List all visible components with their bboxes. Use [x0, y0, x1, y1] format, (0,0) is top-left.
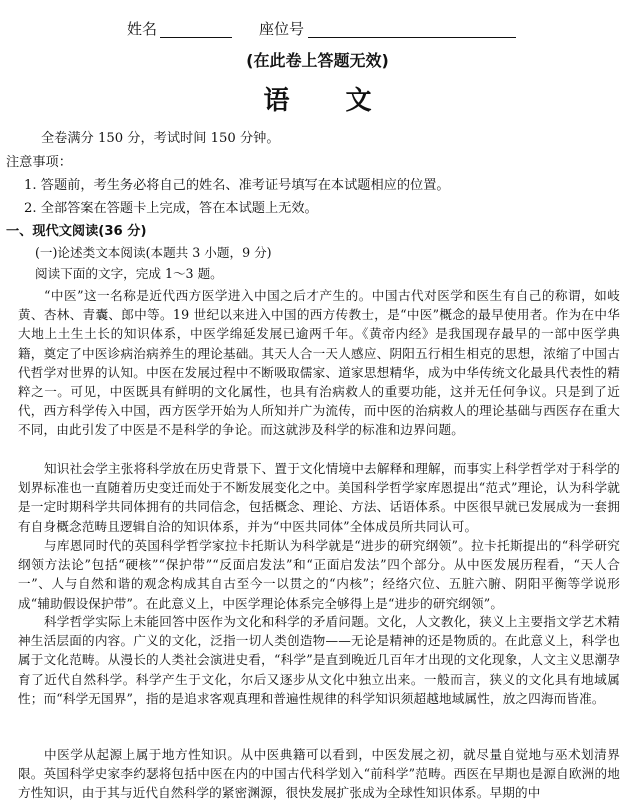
seat-label: 座位号 — [259, 20, 305, 38]
passage-paragraph-2: 知识社会学主张将科学放在历史背景下、置于文化情境中去解释和理解，而事实上科学哲学对于科学的划界标准也一直随着历史变迁而处于不断发展变化之中。美国科学哲学家库恩提出“范式”理论，认为科学就是一定时期科学共同体拥有的共同信念，包括概念、理论、方法、话语体系。中医很早就已发展成为一套拥有自身概念范畴且逻辑自洽的知识体系，并为“中医共同体”全体成员所共同认可。 — [18, 461, 620, 534]
notes-heading: 注意事项： — [6, 155, 72, 170]
note-item-2: 2. 全部答案在答题卡上完成，答在本试题上无效。 — [24, 201, 318, 216]
note-item-1: 1. 答题前，考生务必将自己的姓名、准考证号填写在本试题相应的位置。 — [24, 178, 450, 193]
passage-paragraph-5: 中医学从起源上属于地方性知识。从中医典籍可以看到，中医发展之初，就尽量自觉地与巫术划清界限。英国科学史家李约瑟将包括中医在内的中国古代科学划入“前科学”范畴。西医在早期也是源自欧洲的地方性知识，由于其与近代自然科学的紧密渊源，很快发展扩张成为全球性知识体系。早期的中 — [18, 747, 620, 801]
name-label: 姓名 — [127, 20, 158, 38]
reading-instruction: 阅读下面的文字，完成 1～3 题。 — [35, 266, 223, 281]
passage-paragraph-3: 与库恩同时代的英国科学哲学家拉卡托斯认为科学就是“进步的研究纲领”。拉卡托斯提出的“科学研究纲领方法论”包括“硬核”“保护带”“反面启发法”和“正面启发法”四个部分。从中医发展历程看，“天人合一”、人与自然和谐的观念构成其自古至今一以贯之的“内核”；经络穴位、五脏六腑、阴阳平衡等学说形成“辅助假设保护带”。在此意义上，中医学理论体系完全够得上是“进步的研究纲领”。 — [18, 538, 620, 611]
passage-paragraph-4: 科学哲学实际上未能回答中医作为文化和科学的矛盾问题。文化，人文教化，狭义上主要指文学艺术精神生活层面的内容。广义的文化，泛指一切人类创造物——无论是精神的还是物质的。在此意义上，科学也属于文化范畴。从漫长的人类社会演进史看，“科学”是直到晚近几百年才出现的文化现象，人文主义思潮孕育了近代自然科学。科学产生于文化，尔后又逐步从文化中独立出来。一般而言，狭义的文化具有地域属性；而“科学无国界”，指的是追求客观真理和普遍性规律的科学知识须超越地域属性，放之四海而皆准。 — [18, 614, 620, 706]
no-answer-notice: (在此卷上答题无效) — [246, 51, 389, 70]
section-heading: 一、现代文阅读(36 分) — [6, 224, 147, 239]
page-title: 语文 — [263, 86, 428, 116]
exam-intro: 全卷满分 150 分，考试时间 150 分钟。 — [41, 131, 280, 146]
passage-paragraph-1: “中医”这一名称是近代西方医学进入中国之后才产生的。中国古代对医学和医生有自己的称谓，如岐黄、杏林、青囊、郎中等。19 世纪以来进入中国的西方传教士，是“中医”概念的最早使用者。作为在中华大地上土生土长的知识体系，中医学绵延发展已逾两千年。《黄帝内经》是我国现存最早的一部中医学典籍，奠定了中医诊病治病养生的理论基础。其天人合一天人感应、阴阳五行相生相克的思想，浓缩了中国古代哲学对世界的认知。中医在发展过程中不断吸取儒家、道家思想精华，成为中华传统文化最具代表性的精粹之一。可见，中医既具有鲜明的文化属性，也具有治病救人的重要功能，这并无任何争议。只是到了近代，西方科学传入中国，西方医学开始为人所知并广为流传，而中医的治病救人的理论基础与西医存在重大不同，由此引发了中医是不是科学的争论。而这就涉及科学的标准和边界问题。 — [18, 288, 620, 438]
header-line — [0, 18, 635, 40]
name-blank — [160, 37, 232, 38]
seat-blank — [308, 37, 516, 38]
subsection-heading: (一)论述类文本阅读(本题共 3 小题，9 分) — [35, 245, 272, 260]
